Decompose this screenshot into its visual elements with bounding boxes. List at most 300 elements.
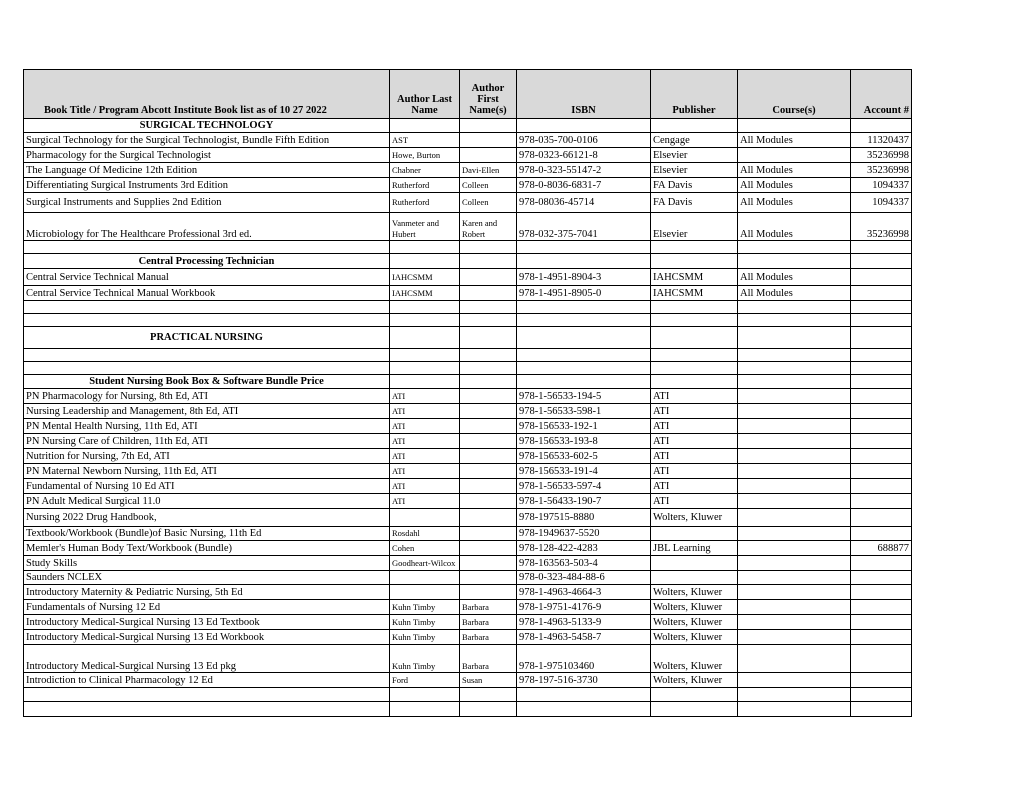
book-title-cell: PN Maternal Newborn Nursing, 11th Ed, ATI xyxy=(24,464,390,479)
author-first-cell xyxy=(460,509,517,527)
course-cell xyxy=(738,494,851,509)
empty-cell xyxy=(390,688,460,702)
publisher-cell: Wolters, Kluwer xyxy=(651,630,738,645)
publisher-cell: IAHCSMM xyxy=(651,286,738,301)
account-cell xyxy=(851,509,912,527)
account-cell xyxy=(851,527,912,541)
empty-cell xyxy=(851,254,912,269)
course-cell xyxy=(738,585,851,600)
isbn-cell: 978-1949637-5520 xyxy=(517,527,651,541)
publisher-cell: Wolters, Kluwer xyxy=(651,509,738,527)
empty-cell xyxy=(738,327,851,349)
empty-cell xyxy=(390,119,460,133)
isbn-cell: 978-0323-66121-8 xyxy=(517,148,651,163)
course-cell xyxy=(738,556,851,571)
book-row xyxy=(24,133,912,148)
book-title-cell: Study Skills xyxy=(24,556,390,571)
author-last-cell: IAHCSMM xyxy=(390,269,460,286)
publisher-cell: Wolters, Kluwer xyxy=(651,615,738,630)
author-last-cell: IAHCSMM xyxy=(390,286,460,301)
course-cell xyxy=(738,449,851,464)
section-title: Student Nursing Book Box & Software Bundle Price xyxy=(24,375,390,389)
isbn-cell: 978-1-4963-5458-7 xyxy=(517,630,651,645)
publisher-cell: Elsevier xyxy=(651,163,738,178)
empty-cell xyxy=(24,349,390,362)
publisher-cell: ATI xyxy=(651,449,738,464)
empty-cell xyxy=(851,375,912,389)
book-title-cell: Introductory Maternity & Pediatric Nursing, 5th Ed xyxy=(24,585,390,600)
book-row xyxy=(24,434,912,449)
blank-row xyxy=(24,301,912,314)
empty-cell xyxy=(24,241,390,254)
book-row xyxy=(24,464,912,479)
book-row xyxy=(24,673,912,688)
author-last-cell: ATI xyxy=(390,404,460,419)
account-cell xyxy=(851,449,912,464)
author-last-cell: Rosdahl xyxy=(390,527,460,541)
isbn-cell: 978-0-8036-6831-7 xyxy=(517,178,651,193)
isbn-cell: 978-1-56433-190-7 xyxy=(517,494,651,509)
publisher-cell xyxy=(651,527,738,541)
isbn-cell: 978-032-375-7041 xyxy=(517,213,651,241)
empty-cell xyxy=(460,375,517,389)
isbn-cell: 978-1-9751-4176-9 xyxy=(517,600,651,615)
course-cell: All Modules xyxy=(738,178,851,193)
book-title-cell: Microbiology for The Healthcare Professional 3rd ed. xyxy=(24,213,390,241)
empty-cell xyxy=(851,241,912,254)
publisher-cell: ATI xyxy=(651,434,738,449)
author-last-cell: ATI xyxy=(390,449,460,464)
course-cell xyxy=(738,527,851,541)
course-cell xyxy=(738,571,851,585)
publisher-cell: FA Davis xyxy=(651,193,738,213)
section-title: SURGICAL TECHNOLOGY xyxy=(24,119,390,133)
book-title-cell: PN Pharmacology for Nursing, 8th Ed, ATI xyxy=(24,389,390,404)
course-cell: All Modules xyxy=(738,269,851,286)
section-title: Central Processing Technician xyxy=(24,254,390,269)
author-last-cell: ATI xyxy=(390,434,460,449)
blank-row xyxy=(24,241,912,254)
author-first-cell xyxy=(460,269,517,286)
course-cell: All Modules xyxy=(738,193,851,213)
publisher-cell xyxy=(651,556,738,571)
author-last-cell: Goodheart-Wilcox xyxy=(390,556,460,571)
publisher-cell: Wolters, Kluwer xyxy=(651,673,738,688)
empty-cell xyxy=(390,241,460,254)
book-row xyxy=(24,163,912,178)
empty-cell xyxy=(851,349,912,362)
author-first-cell xyxy=(460,389,517,404)
empty-cell xyxy=(738,349,851,362)
isbn-cell: 978-1-4963-4664-3 xyxy=(517,585,651,600)
book-title-cell: Fundamental of Nursing 10 Ed ATI xyxy=(24,479,390,494)
book-title-cell: Nursing Leadership and Management, 8th Ed, ATI xyxy=(24,404,390,419)
empty-cell xyxy=(738,375,851,389)
course-cell xyxy=(738,615,851,630)
book-row xyxy=(24,645,912,673)
isbn-cell: 978-197-516-3730 xyxy=(517,673,651,688)
account-cell xyxy=(851,434,912,449)
isbn-cell: 978-1-56533-597-4 xyxy=(517,479,651,494)
author-last-cell: Kuhn Timby xyxy=(390,600,460,615)
author-last-cell: ATI xyxy=(390,464,460,479)
isbn-cell: 978-1-56533-194-5 xyxy=(517,389,651,404)
account-cell xyxy=(851,556,912,571)
book-title-cell: PN Mental Health Nursing, 11th Ed, ATI xyxy=(24,419,390,434)
course-cell xyxy=(738,630,851,645)
empty-cell xyxy=(651,254,738,269)
course-cell xyxy=(738,434,851,449)
book-title-cell: The Language Of Medicine 12th Edition xyxy=(24,163,390,178)
empty-cell xyxy=(24,702,390,717)
empty-cell xyxy=(517,362,651,375)
account-cell xyxy=(851,404,912,419)
account-cell: 35236998 xyxy=(851,148,912,163)
publisher-cell: ATI xyxy=(651,404,738,419)
book-title-cell: Fundamentals of Nursing 12 Ed xyxy=(24,600,390,615)
author-first-cell xyxy=(460,286,517,301)
book-title-cell: Central Service Technical Manual Workbook xyxy=(24,286,390,301)
book-row xyxy=(24,571,912,585)
publisher-cell: Wolters, Kluwer xyxy=(651,585,738,600)
account-cell: 11320437 xyxy=(851,133,912,148)
book-row xyxy=(24,585,912,600)
empty-cell xyxy=(24,314,390,327)
isbn-cell: 978-035-700-0106 xyxy=(517,133,651,148)
account-cell xyxy=(851,464,912,479)
course-cell xyxy=(738,645,851,673)
publisher-cell: Wolters, Kluwer xyxy=(651,600,738,615)
book-row xyxy=(24,541,912,556)
account-cell xyxy=(851,571,912,585)
author-first-cell xyxy=(460,434,517,449)
empty-cell xyxy=(517,327,651,349)
publisher-cell: ATI xyxy=(651,419,738,434)
publisher-cell: Elsevier xyxy=(651,213,738,241)
blank-row xyxy=(24,688,912,702)
author-first-cell xyxy=(460,527,517,541)
empty-cell xyxy=(390,314,460,327)
book-row xyxy=(24,419,912,434)
author-first-cell xyxy=(460,571,517,585)
course-cell xyxy=(738,148,851,163)
header-isbn: ISBN xyxy=(517,70,651,119)
book-row xyxy=(24,509,912,527)
course-cell xyxy=(738,404,851,419)
publisher-cell: ATI xyxy=(651,464,738,479)
empty-cell xyxy=(651,301,738,314)
author-last-cell: ATI xyxy=(390,419,460,434)
empty-cell xyxy=(24,362,390,375)
book-row xyxy=(24,389,912,404)
author-last-cell xyxy=(390,509,460,527)
book-title-cell: Nutrition for Nursing, 7th Ed, ATI xyxy=(24,449,390,464)
isbn-cell: 978-08036-45714 xyxy=(517,193,651,213)
empty-cell xyxy=(738,301,851,314)
book-title-cell: Introdiction to Clinical Pharmacology 12 Ed xyxy=(24,673,390,688)
header-account: Account # xyxy=(851,70,912,119)
author-first-cell xyxy=(460,133,517,148)
account-cell: 35236998 xyxy=(851,213,912,241)
author-last-cell: Kuhn Timby xyxy=(390,630,460,645)
publisher-cell: FA Davis xyxy=(651,178,738,193)
empty-cell xyxy=(851,327,912,349)
empty-cell xyxy=(517,688,651,702)
account-cell xyxy=(851,673,912,688)
author-first-cell xyxy=(460,148,517,163)
book-title-cell: Textbook/Workbook (Bundle)of Basic Nursing, 11th Ed xyxy=(24,527,390,541)
author-first-cell xyxy=(460,541,517,556)
empty-cell xyxy=(851,702,912,717)
account-cell xyxy=(851,479,912,494)
publisher-cell: Elsevier xyxy=(651,148,738,163)
account-cell: 688877 xyxy=(851,541,912,556)
book-title-cell: Introductory Medical-Surgical Nursing 13 Ed Textbook xyxy=(24,615,390,630)
author-last-cell: Rutherford xyxy=(390,193,460,213)
course-cell xyxy=(738,673,851,688)
empty-cell xyxy=(738,362,851,375)
section-row xyxy=(24,327,912,349)
empty-cell xyxy=(738,254,851,269)
empty-cell xyxy=(651,688,738,702)
empty-cell xyxy=(651,241,738,254)
empty-cell xyxy=(517,314,651,327)
publisher-cell: Cengage xyxy=(651,133,738,148)
isbn-cell: 978-163563-503-4 xyxy=(517,556,651,571)
account-cell: 1094337 xyxy=(851,178,912,193)
blank-row xyxy=(24,314,912,327)
book-row xyxy=(24,600,912,615)
course-cell xyxy=(738,509,851,527)
book-row xyxy=(24,178,912,193)
account-cell xyxy=(851,494,912,509)
empty-cell xyxy=(460,314,517,327)
book-title-cell: Introductory Medical-Surgical Nursing 13 Ed Workbook xyxy=(24,630,390,645)
isbn-cell: 978-1-975103460 xyxy=(517,645,651,673)
author-last-cell: ATI xyxy=(390,389,460,404)
empty-cell xyxy=(390,301,460,314)
isbn-cell: 978-0-323-484-88-6 xyxy=(517,571,651,585)
account-cell: 35236998 xyxy=(851,163,912,178)
book-title-cell: PN Nursing Care of Children, 11th Ed, ATI xyxy=(24,434,390,449)
author-last-cell: ATI xyxy=(390,479,460,494)
isbn-cell: 978-156533-193-8 xyxy=(517,434,651,449)
course-cell: All Modules xyxy=(738,286,851,301)
section-title: PRACTICAL NURSING xyxy=(24,327,390,349)
isbn-cell: 978-156533-192-1 xyxy=(517,419,651,434)
header-row xyxy=(24,70,912,119)
empty-cell xyxy=(460,349,517,362)
book-title-cell: Surgical Instruments and Supplies 2nd Edition xyxy=(24,193,390,213)
blank-row xyxy=(24,702,912,717)
header-courses: Course(s) xyxy=(738,70,851,119)
author-last-cell: Ford xyxy=(390,673,460,688)
author-first-cell: Barbara xyxy=(460,630,517,645)
author-first-cell: Susan xyxy=(460,673,517,688)
author-first-cell xyxy=(460,419,517,434)
author-last-cell xyxy=(390,585,460,600)
author-first-cell: Barbara xyxy=(460,600,517,615)
publisher-cell: ATI xyxy=(651,494,738,509)
course-cell xyxy=(738,479,851,494)
book-title-cell: Introductory Medical-Surgical Nursing 13 Ed pkg xyxy=(24,645,390,673)
course-cell xyxy=(738,600,851,615)
account-cell xyxy=(851,389,912,404)
empty-cell xyxy=(851,314,912,327)
course-cell xyxy=(738,464,851,479)
empty-cell xyxy=(851,119,912,133)
empty-cell xyxy=(517,375,651,389)
account-cell xyxy=(851,585,912,600)
book-title-cell: Central Service Technical Manual xyxy=(24,269,390,286)
author-first-cell xyxy=(460,479,517,494)
blank-row xyxy=(24,362,912,375)
book-row xyxy=(24,269,912,286)
empty-cell xyxy=(517,119,651,133)
isbn-cell: 978-1-4951-8905-0 xyxy=(517,286,651,301)
empty-cell xyxy=(738,119,851,133)
empty-cell xyxy=(460,241,517,254)
author-first-cell xyxy=(460,585,517,600)
author-first-cell xyxy=(460,404,517,419)
course-cell: All Modules xyxy=(738,133,851,148)
account-cell xyxy=(851,630,912,645)
empty-cell xyxy=(460,362,517,375)
isbn-cell: 978-197515-8880 xyxy=(517,509,651,527)
empty-cell xyxy=(851,688,912,702)
empty-cell xyxy=(651,314,738,327)
empty-cell xyxy=(390,327,460,349)
course-cell xyxy=(738,389,851,404)
account-cell: 1094337 xyxy=(851,193,912,213)
empty-cell xyxy=(460,254,517,269)
empty-cell xyxy=(460,327,517,349)
author-last-cell xyxy=(390,571,460,585)
header-author-last: Author Last Name xyxy=(390,70,460,119)
isbn-cell: 978-0-323-55147-2 xyxy=(517,163,651,178)
publisher-cell: Wolters, Kluwer xyxy=(651,645,738,673)
empty-cell xyxy=(738,314,851,327)
empty-cell xyxy=(390,349,460,362)
empty-cell xyxy=(651,349,738,362)
book-row xyxy=(24,615,912,630)
empty-cell xyxy=(517,702,651,717)
empty-cell xyxy=(851,301,912,314)
empty-cell xyxy=(517,241,651,254)
section-row xyxy=(24,375,912,389)
account-cell xyxy=(851,645,912,673)
section-row xyxy=(24,254,912,269)
book-title-cell: PN Adult Medical Surgical 11.0 xyxy=(24,494,390,509)
empty-cell xyxy=(24,301,390,314)
publisher-cell: ATI xyxy=(651,389,738,404)
publisher-cell: JBL Learning xyxy=(651,541,738,556)
empty-cell xyxy=(738,702,851,717)
isbn-cell: 978-1-56533-598-1 xyxy=(517,404,651,419)
author-last-cell: AST xyxy=(390,133,460,148)
author-last-cell: Howe, Burton xyxy=(390,148,460,163)
isbn-cell: 978-1-4951-8904-3 xyxy=(517,269,651,286)
header-publisher: Publisher xyxy=(651,70,738,119)
author-last-cell: ATI xyxy=(390,494,460,509)
header-author-first: Author First Name(s) xyxy=(460,70,517,119)
publisher-cell xyxy=(651,571,738,585)
account-cell xyxy=(851,419,912,434)
author-last-cell: Kuhn Timby xyxy=(390,645,460,673)
author-last-cell: Vanmeter and Hubert xyxy=(390,213,460,241)
empty-cell xyxy=(738,688,851,702)
author-first-cell: Davi-Ellen xyxy=(460,163,517,178)
book-row xyxy=(24,213,912,241)
book-row xyxy=(24,148,912,163)
course-cell: All Modules xyxy=(738,163,851,178)
empty-cell xyxy=(460,688,517,702)
author-first-cell: Colleen xyxy=(460,178,517,193)
book-row xyxy=(24,527,912,541)
book-title-cell: Memler's Human Body Text/Workbook (Bundle) xyxy=(24,541,390,556)
author-last-cell: Chabner xyxy=(390,163,460,178)
book-title-cell: Nursing 2022 Drug Handbook, xyxy=(24,509,390,527)
blank-row xyxy=(24,349,912,362)
header-book-title: Book Title / Program Abcott Institute Book list as of 10 27 2022 xyxy=(24,70,390,119)
isbn-cell: 978-156533-602-5 xyxy=(517,449,651,464)
empty-cell xyxy=(851,362,912,375)
empty-cell xyxy=(390,375,460,389)
account-cell xyxy=(851,615,912,630)
author-first-cell: Colleen xyxy=(460,193,517,213)
publisher-cell: ATI xyxy=(651,479,738,494)
book-title-cell: Differentiating Surgical Instruments 3rd Edition xyxy=(24,178,390,193)
empty-cell xyxy=(651,119,738,133)
empty-cell xyxy=(517,349,651,362)
book-title-cell: Pharmacology for the Surgical Technologist xyxy=(24,148,390,163)
section-row xyxy=(24,119,912,133)
author-first-cell: Barbara xyxy=(460,645,517,673)
empty-cell xyxy=(517,301,651,314)
account-cell xyxy=(851,269,912,286)
book-row xyxy=(24,494,912,509)
book-row xyxy=(24,449,912,464)
empty-cell xyxy=(390,254,460,269)
course-cell xyxy=(738,541,851,556)
book-row xyxy=(24,193,912,213)
empty-cell xyxy=(738,241,851,254)
author-first-cell xyxy=(460,464,517,479)
course-cell xyxy=(738,419,851,434)
book-row xyxy=(24,630,912,645)
empty-cell xyxy=(651,327,738,349)
empty-cell xyxy=(24,688,390,702)
publisher-cell: IAHCSMM xyxy=(651,269,738,286)
account-cell xyxy=(851,286,912,301)
author-first-cell: Barbara xyxy=(460,615,517,630)
empty-cell xyxy=(460,702,517,717)
author-first-cell xyxy=(460,556,517,571)
author-first-cell: Karen and Robert xyxy=(460,213,517,241)
author-last-cell: Cohen xyxy=(390,541,460,556)
book-row xyxy=(24,286,912,301)
empty-cell xyxy=(517,254,651,269)
isbn-cell: 978-1-4963-5133-9 xyxy=(517,615,651,630)
empty-cell xyxy=(390,702,460,717)
isbn-cell: 978-156533-191-4 xyxy=(517,464,651,479)
book-row xyxy=(24,556,912,571)
book-row xyxy=(24,479,912,494)
author-last-cell: Kuhn Timby xyxy=(390,615,460,630)
account-cell xyxy=(851,600,912,615)
empty-cell xyxy=(460,301,517,314)
book-list-table xyxy=(23,69,912,717)
